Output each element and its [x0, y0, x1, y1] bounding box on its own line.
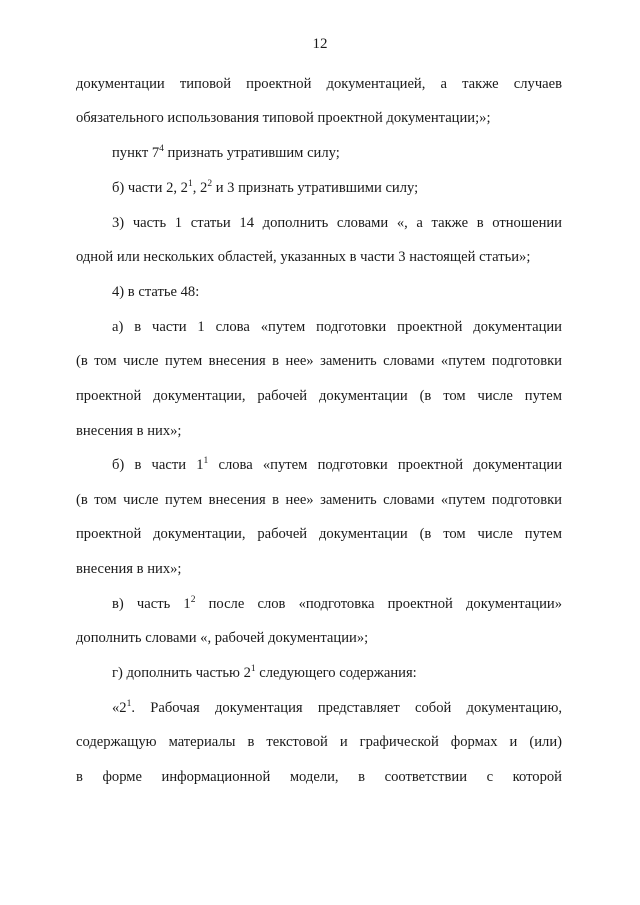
text-line: одной или нескольких областей, указанных в части 3 настоящей статьи»;	[76, 249, 531, 265]
paragraph-g	[112, 664, 562, 682]
text-line: 3) часть 1 статьи 14 дополнить словами «, а также в отношении	[112, 215, 562, 231]
paragraph-v	[112, 595, 562, 613]
superscript: 1	[187, 179, 193, 189]
paragraph-item-7	[112, 144, 562, 162]
superscript: 4	[159, 144, 164, 154]
superscript: 1	[126, 699, 132, 709]
text-line: дополнить словами «, рабочей документации»;	[76, 630, 369, 646]
text-span: , 2	[192, 180, 208, 196]
text-span: б) в части 1	[112, 457, 204, 473]
text-line: проектной документации, рабочей документации (в том числе путем	[76, 388, 562, 404]
text-line: проектной документации, рабочей документации (в том числе путем	[76, 526, 562, 542]
text-span: в) часть 1	[112, 596, 191, 612]
text-line: обязательного использования типовой проектной документации;»;	[76, 110, 491, 126]
paragraph-b2	[112, 456, 562, 474]
text-line: документации типовой проектной документацией, а также случаев	[76, 76, 562, 92]
text-span: слова «путем подготовки проектной документации	[208, 457, 563, 473]
paragraph-quote	[112, 699, 562, 717]
paragraph-b	[112, 179, 562, 197]
text-line: в форме информационной модели, в соответствии с которой	[76, 769, 562, 785]
text-span: г) дополнить частью 2	[112, 665, 251, 681]
superscript: 2	[190, 595, 196, 605]
superscript: 1	[203, 456, 209, 466]
text-span: и 3 признать утратившими силу;	[212, 180, 419, 196]
text-line: содержащую материалы в текстовой и графической формах и (или)	[76, 734, 562, 750]
superscript: 2	[207, 179, 213, 189]
text-line: (в том числе путем внесения в нее» заменить словами «путем подготовки	[76, 353, 562, 369]
text-span: пункт 7	[112, 145, 160, 161]
text-line: 4) в статье 48:	[112, 284, 200, 300]
superscript: 1	[250, 664, 256, 674]
text-span: после слов «подготовка проектной документации»	[195, 596, 562, 612]
text-span: признать утратившим силу;	[163, 145, 340, 161]
text-line: а) в части 1 слова «путем подготовки проектной документации	[112, 319, 562, 335]
text-line: внесения в них»;	[76, 561, 182, 577]
text-line: внесения в них»;	[76, 423, 182, 439]
text-span: «2	[112, 700, 127, 716]
text-span: . Рабочая документация представляет собой документацию,	[131, 700, 562, 716]
page-number: 12	[312, 36, 328, 52]
text-span: следующего содержания:	[255, 665, 417, 681]
text-span: б) части 2, 2	[112, 180, 188, 196]
text-line: (в том числе путем внесения в нее» заменить словами «путем подготовки	[76, 492, 562, 508]
